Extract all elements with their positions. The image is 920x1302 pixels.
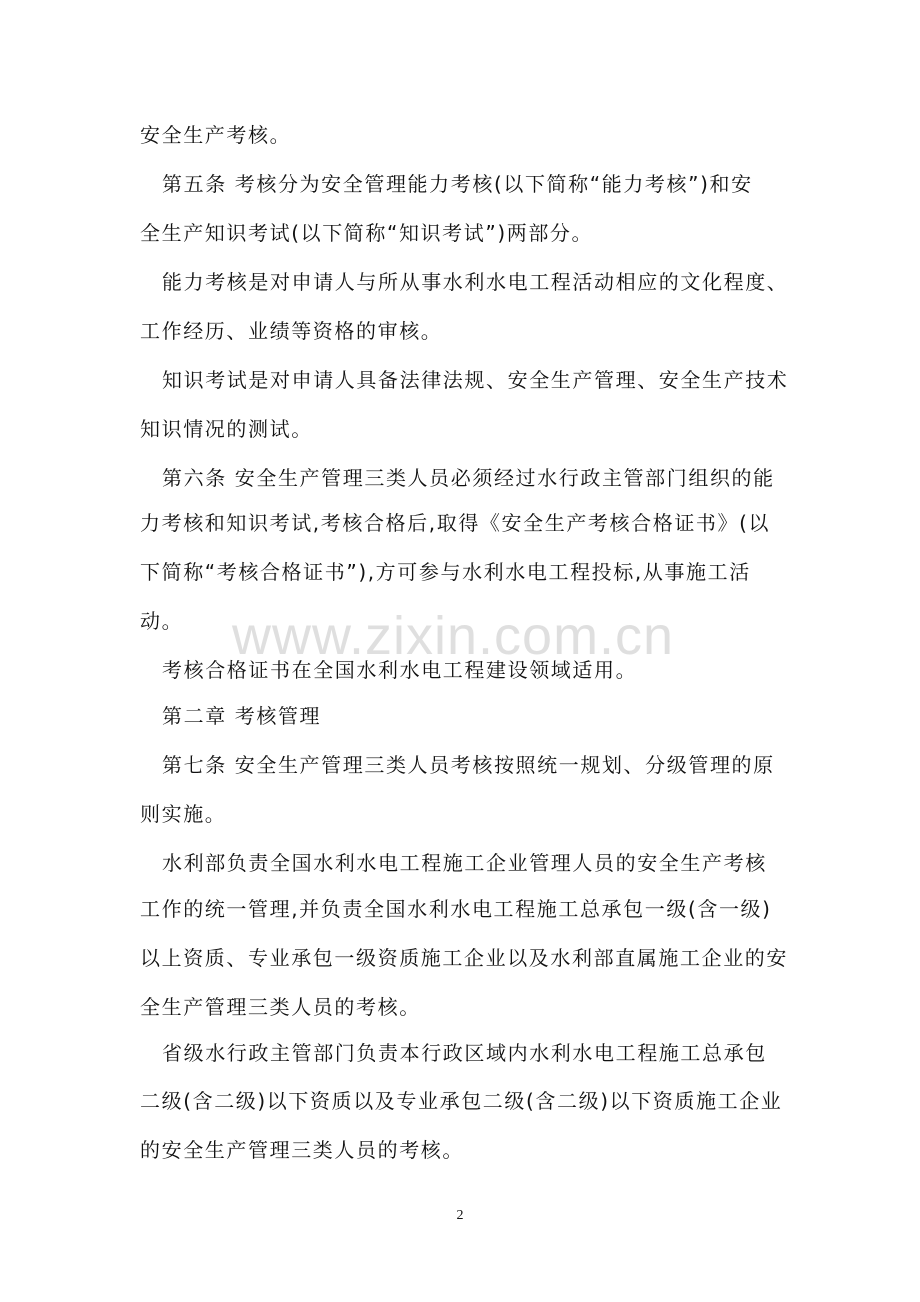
page-number: 2 <box>456 1208 464 1223</box>
text-line: 全生产管理三类人员的考核。 <box>140 995 421 1019</box>
text-line: 二级(含二级)以下资质以及专业承包二级(含二级)以下资质施工企业 <box>140 1089 783 1113</box>
text-line: 下简称“考核合格证书”),方可参与水利水电工程投标,从事施工活 <box>140 560 751 584</box>
text-line: 考核合格证书在全国水利水电工程建设领域适用。 <box>162 658 638 682</box>
text-line: 知识考试是对申请人具备法律法规、安全生产管理、安全生产技术 <box>162 368 789 392</box>
text-line: 安全生产考核。 <box>140 123 292 147</box>
text-line: 工作的统一管理,并负责全国水利水电工程施工总承包一级(含一级) <box>140 897 772 921</box>
text-line: 水利部负责全国水利水电工程施工企业管理人员的安全生产考核 <box>162 851 767 875</box>
text-line: 省级水行政主管部门负责本行政区域内水利水电工程施工总承包 <box>162 1041 767 1065</box>
text-line: 知识情况的测试。 <box>140 417 313 441</box>
text-line: 能力考核是对申请人与所从事水利水电工程活动相应的文化程度、 <box>162 270 789 294</box>
text-line: 动。 <box>140 609 184 633</box>
text-line: 的安全生产管理三类人员的考核。 <box>140 1138 464 1162</box>
text-line: 全生产知识考试(以下简称“知识考试”)两部分。 <box>140 221 594 245</box>
text-line: 以上资质、专业承包一级资质施工企业以及水利部直属施工企业的安 <box>140 946 788 970</box>
text-line: 则实施。 <box>140 802 227 826</box>
text-line: 第六条 安全生产管理三类人员必须经过水行政主管部门组织的能 <box>162 466 775 490</box>
text-line: 力考核和知识考试,考核合格后,取得《安全生产考核合格证书》(以 <box>140 511 771 535</box>
watermark: www.zixin.com.cn <box>232 606 675 666</box>
text-line: 第五条 考核分为安全管理能力考核(以下简称“能力考核”)和安 <box>162 172 753 196</box>
section-heading: 第二章 考核管理 <box>162 704 322 728</box>
text-line: 第七条 安全生产管理三类人员考核按照统一规划、分级管理的原 <box>162 753 775 777</box>
text-line: 工作经历、业绩等资格的审核。 <box>140 319 443 343</box>
